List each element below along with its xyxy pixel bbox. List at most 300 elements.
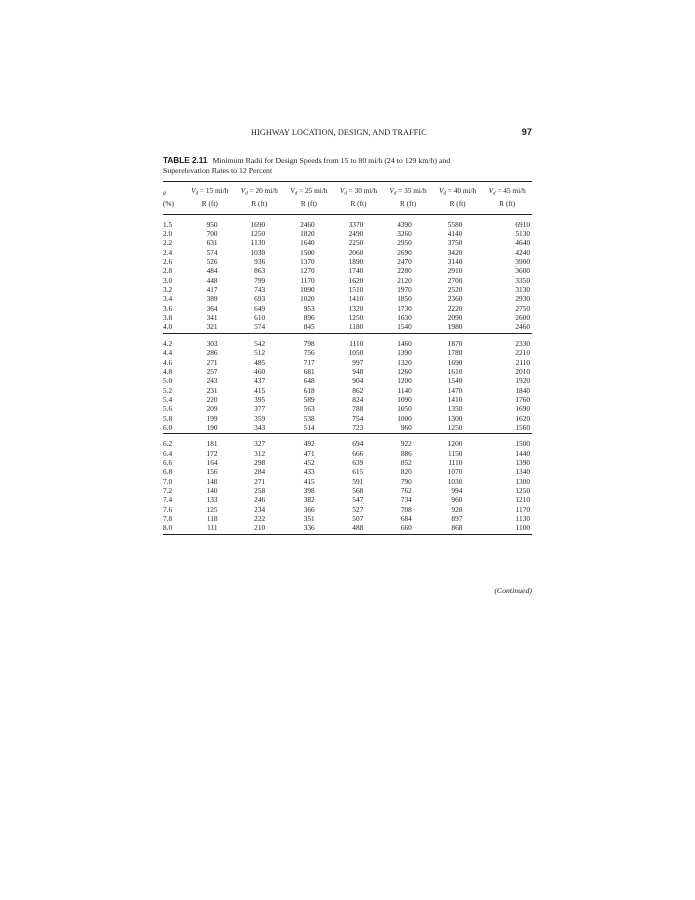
- radius-cell: 936: [254, 257, 266, 267]
- radius-cell: 220: [206, 394, 218, 404]
- superelevation-cell: 7.0: [163, 476, 173, 486]
- radius-cell: 610: [254, 313, 266, 323]
- table-row: [163, 486, 532, 495]
- radius-cell: 3370: [348, 219, 364, 229]
- radius-cell: 2010: [515, 366, 530, 376]
- radius-cell: 648: [303, 376, 315, 386]
- radius-cell: 1890: [348, 257, 364, 267]
- radius-cell: 542: [254, 338, 266, 348]
- radius-cell: 343: [254, 422, 266, 432]
- radius-cell: 1130: [515, 514, 530, 523]
- radius-unit-header-4: R (ft): [350, 199, 367, 209]
- radius-cell: 948: [352, 366, 364, 376]
- radius-cell: 1300: [447, 413, 463, 423]
- radius-cell: 1170: [300, 275, 315, 285]
- radius-cell: 820: [400, 467, 412, 477]
- radius-cell: 2120: [397, 275, 412, 285]
- radius-cell: 485: [254, 357, 266, 367]
- radius-cell: 3420: [447, 247, 463, 257]
- radius-cell: 526: [206, 257, 218, 267]
- radius-cell: 164: [206, 457, 218, 467]
- radius-cell: 1050: [397, 404, 412, 414]
- speed-value: = 40 mi/h: [445, 186, 477, 195]
- radius-cell: 2910: [447, 266, 463, 276]
- radius-cell: 2210: [515, 348, 530, 358]
- e-symbol: e: [163, 187, 167, 197]
- radius-cell: 1560: [515, 422, 530, 432]
- speed-symbol: V: [290, 186, 295, 195]
- superelevation-cell: 5.0: [163, 376, 173, 386]
- radius-cell: 415: [254, 385, 266, 395]
- superelevation-cell: 3.6: [163, 303, 173, 313]
- speed-value: = 20 mi/h: [247, 186, 278, 195]
- superelevation-cell: 2.4: [163, 247, 173, 257]
- table-row: [163, 434, 532, 449]
- superelevation-cell: 4.8: [163, 366, 173, 376]
- radius-cell: 271: [254, 476, 266, 486]
- speed-header-7: [482, 182, 532, 200]
- row-group-1: [163, 214, 532, 333]
- radius-cell: 1500: [515, 439, 530, 449]
- radius-cell: 694: [352, 439, 364, 449]
- radius-cell: 2220: [447, 303, 463, 313]
- radius-cell: 1250: [447, 422, 463, 432]
- superelevation-cell: 2.6: [163, 257, 173, 267]
- radius-cell: 4390: [397, 219, 412, 229]
- superelevation-cell: 3.2: [163, 285, 173, 295]
- table-row: [163, 386, 532, 395]
- radius-cell: 591: [352, 476, 364, 486]
- superelevation-cell: 3.4: [163, 294, 173, 304]
- radius-unit-header-1: R (ft): [201, 199, 218, 209]
- radius-cell: 547: [352, 495, 364, 505]
- radius-cell: 1610: [447, 366, 463, 376]
- radius-cell: 897: [451, 514, 463, 523]
- running-header: [163, 128, 532, 142]
- radius-cell: 327: [254, 439, 266, 449]
- radius-cell: 1110: [448, 457, 463, 467]
- radius-cell: 257: [206, 366, 218, 376]
- radius-cell: 904: [352, 376, 364, 386]
- radius-cell: 433: [303, 467, 315, 477]
- radius-cell: 868: [451, 523, 463, 533]
- radius-cell: 2060: [348, 247, 364, 257]
- table-row: [163, 322, 532, 333]
- radius-cell: 341: [206, 313, 218, 323]
- radius-cell: 111: [207, 523, 218, 533]
- table-number: TABLE 2.11: [163, 156, 208, 165]
- superelevation-cell: 1.5: [163, 219, 173, 229]
- superelevation-cell: 8.0: [163, 523, 173, 533]
- superelevation-cell: 5.2: [163, 385, 173, 395]
- radius-cell: 5130: [515, 229, 530, 239]
- radius-cell: 2930: [515, 294, 530, 304]
- radius-cell: 209: [206, 404, 218, 414]
- radius-cell: 568: [352, 485, 364, 495]
- radius-cell: 700: [206, 229, 218, 239]
- radius-cell: 231: [206, 385, 218, 395]
- radius-cell: 471: [303, 448, 315, 458]
- speed-symbol: V: [191, 186, 196, 195]
- radius-cell: 1460: [397, 338, 412, 348]
- speed-symbol: V: [339, 186, 345, 195]
- radius-cell: 172: [206, 448, 218, 458]
- radius-cell: 1690: [250, 219, 266, 229]
- superelevation-cell: 2.2: [163, 238, 173, 248]
- radius-cell: 359: [254, 413, 266, 423]
- table-row: [163, 495, 532, 504]
- superelevation-cell: 2.8: [163, 266, 173, 276]
- row-group-2: [163, 333, 532, 433]
- table-row: [163, 229, 532, 238]
- table-row: [163, 505, 532, 514]
- radius-cell: 133: [206, 495, 218, 505]
- radius-cell: 1920: [515, 376, 530, 386]
- radius-cell: 1090: [300, 285, 315, 295]
- radius-cell: 660: [400, 523, 412, 533]
- radius-cell: 717: [303, 357, 315, 367]
- table-row: [163, 285, 532, 294]
- radius-cell: 507: [352, 514, 364, 523]
- radius-cell: 484: [206, 266, 218, 276]
- radius-cell: 723: [352, 422, 364, 432]
- radius-cell: 1270: [300, 266, 315, 276]
- radius-cell: 1250: [348, 313, 364, 323]
- radius-cell: 2460: [300, 219, 315, 229]
- radius-cell: 2110: [515, 357, 530, 367]
- radius-cell: 1180: [348, 322, 364, 332]
- radius-cell: 886: [400, 448, 412, 458]
- table-row: [163, 449, 532, 458]
- radius-cell: 3750: [447, 238, 463, 248]
- speed-header-1: [185, 182, 235, 200]
- radius-cell: 140: [206, 485, 218, 495]
- radius-cell: 631: [206, 238, 218, 248]
- radius-cell: 2330: [515, 338, 530, 348]
- radius-cell: 1500: [300, 247, 315, 257]
- radius-cell: 615: [352, 467, 364, 477]
- table-row: [163, 304, 532, 313]
- radius-cell: 845: [303, 322, 315, 332]
- radius-cell: 2520: [447, 285, 463, 295]
- radius-cell: 1760: [515, 394, 530, 404]
- radius-cell: 1850: [397, 294, 412, 304]
- speed-value: = 15 mi/h: [198, 186, 229, 195]
- radius-cell: 2090: [447, 313, 463, 323]
- table-row: [163, 477, 532, 486]
- radius-cell: 2690: [397, 247, 412, 257]
- superelevation-cell: 7.2: [163, 485, 173, 495]
- radius-cell: 1250: [250, 229, 266, 239]
- radius-cell: 118: [206, 514, 218, 523]
- radius-cell: 589: [303, 394, 315, 404]
- radius-cell: 618: [303, 385, 315, 395]
- radius-cell: 1620: [348, 275, 364, 285]
- table-row: [163, 423, 532, 434]
- radius-cell: 1540: [447, 376, 463, 386]
- radius-cell: 181: [206, 439, 218, 449]
- superelevation-cell: 6.8: [163, 467, 173, 477]
- radius-cell: 243: [206, 376, 218, 386]
- superelevation-cell: 4.4: [163, 348, 173, 358]
- radius-cell: 382: [303, 495, 315, 505]
- radius-cell: 284: [254, 467, 266, 477]
- speed-header-3: [284, 182, 334, 200]
- radius-cell: 824: [352, 394, 364, 404]
- radius-cell: 377: [254, 404, 266, 414]
- radius-cell: 5580: [447, 219, 463, 229]
- superelevation-cell: 3.0: [163, 275, 173, 285]
- speed-value: = 45 mi/h: [495, 186, 526, 195]
- radius-cell: 312: [254, 448, 266, 458]
- radius-cell: 790: [400, 476, 412, 486]
- superelevation-cell: 7.8: [163, 514, 173, 523]
- radius-cell: 1030: [447, 476, 463, 486]
- radius-cell: 336: [303, 523, 315, 533]
- table-row: [163, 348, 532, 357]
- radius-cell: 2470: [397, 257, 412, 267]
- radius-cell: 1200: [447, 439, 463, 449]
- radius-cell: 492: [303, 439, 315, 449]
- superelevation-cell: 2.0: [163, 229, 173, 239]
- speed-symbol: V: [488, 186, 494, 195]
- radius-cell: 351: [303, 514, 315, 523]
- page-number: 97: [521, 127, 532, 137]
- radius-cell: 1640: [300, 238, 315, 248]
- radius-cell: 1320: [397, 357, 412, 367]
- radius-cell: 210: [254, 523, 266, 533]
- radius-cell: 756: [303, 348, 315, 358]
- radius-cell: 364: [206, 303, 218, 313]
- radius-cell: 2250: [348, 238, 364, 248]
- radius-unit-header-2: R (ft): [251, 199, 268, 209]
- radius-cell: 896: [303, 313, 315, 323]
- superelevation-cell: 4.6: [163, 357, 173, 367]
- radius-cell: 366: [303, 504, 315, 514]
- radius-cell: 389: [206, 294, 218, 304]
- speed-subscript: d: [344, 191, 347, 197]
- running-title: HIGHWAY LOCATION, DESIGN, AND TRAFFIC: [251, 128, 427, 137]
- radius-cell: 1390: [515, 457, 530, 467]
- speed-subscript: d: [245, 191, 248, 197]
- radius-cell: 1870: [447, 338, 463, 348]
- radius-unit-header-3: R (ft): [300, 199, 317, 209]
- table-row: [163, 367, 532, 376]
- radius-cell: 199: [206, 413, 218, 423]
- table-row: [163, 523, 532, 534]
- radius-cell: 148: [206, 476, 218, 486]
- radius-cell: 2700: [447, 275, 463, 285]
- table-row: [163, 467, 532, 476]
- table-row: [163, 313, 532, 322]
- radius-cell: 743: [254, 285, 266, 295]
- radius-cell: 222: [254, 514, 266, 523]
- superelevation-cell: 5.4: [163, 394, 173, 404]
- radius-cell: 2600: [515, 313, 530, 323]
- radius-cell: 6910: [515, 219, 530, 229]
- radius-cell: 1130: [250, 238, 266, 248]
- speed-header-2: [235, 182, 285, 200]
- table-row: [163, 214, 532, 229]
- radius-cell: 246: [254, 495, 266, 505]
- radius-cell: 1020: [300, 294, 315, 304]
- speed-subscript: d: [443, 191, 446, 197]
- radius-cell: 788: [352, 404, 364, 414]
- radius-cell: 1000: [397, 413, 412, 423]
- radius-cell: 2750: [515, 303, 530, 313]
- table-row: [163, 333, 532, 348]
- radius-cell: 1100: [515, 523, 530, 533]
- table-row: [163, 358, 532, 367]
- radius-cell: 1340: [515, 467, 530, 477]
- radius-cell: 1090: [397, 394, 412, 404]
- radius-unit-header-5: R (ft): [400, 199, 417, 209]
- radius-cell: 928: [451, 504, 463, 514]
- radius-cell: 1260: [397, 366, 412, 376]
- radius-cell: 734: [400, 495, 412, 505]
- radius-cell: 863: [254, 266, 266, 276]
- radius-cell: 1620: [515, 413, 530, 423]
- radius-cell: 693: [254, 294, 266, 304]
- radius-cell: 1970: [397, 285, 412, 295]
- superelevation-cell: 4.0: [163, 322, 173, 332]
- superelevation-cell: 5.8: [163, 413, 173, 423]
- radius-cell: 488: [352, 523, 364, 533]
- speed-header-4: [334, 182, 384, 200]
- radius-cell: 1820: [300, 229, 315, 239]
- radius-cell: 1110: [349, 338, 364, 348]
- radius-cell: 684: [400, 514, 412, 523]
- radius-cell: 1690: [515, 404, 530, 414]
- radius-cell: 960: [400, 422, 412, 432]
- radius-cell: 2460: [515, 322, 530, 332]
- header-row-units: [163, 199, 532, 214]
- radius-cell: 1780: [447, 348, 463, 358]
- radius-cell: 125: [206, 504, 218, 514]
- radius-cell: 922: [400, 439, 412, 449]
- radius-cell: 512: [254, 348, 266, 358]
- radius-cell: 3350: [515, 275, 530, 285]
- radius-cell: 1050: [348, 348, 364, 358]
- radius-cell: 190: [206, 422, 218, 432]
- table-row: [163, 238, 532, 247]
- speed-value: = 25 mi/h: [297, 186, 328, 195]
- table-row: [163, 257, 532, 266]
- table-row: [163, 294, 532, 303]
- radius-cell: 437: [254, 376, 266, 386]
- radius-cell: 1250: [515, 485, 530, 495]
- radius-cell: 395: [254, 394, 266, 404]
- radius-cell: 1740: [348, 266, 364, 276]
- radius-cell: 234: [254, 504, 266, 514]
- radius-cell: 3900: [515, 257, 530, 267]
- radius-cell: 1140: [397, 385, 412, 395]
- speed-value: = 35 mi/h: [396, 186, 427, 195]
- radius-cell: 2280: [397, 266, 412, 276]
- radius-cell: 538: [303, 413, 315, 423]
- radius-cell: 514: [303, 422, 315, 432]
- continued-note: (Continued): [494, 586, 532, 595]
- superelevation-cell: 7.6: [163, 504, 173, 514]
- radius-cell: 1070: [447, 467, 463, 477]
- radius-cell: 666: [352, 448, 364, 458]
- radius-cell: 1690: [447, 357, 463, 367]
- radius-cell: 1440: [515, 448, 530, 458]
- caption-line-1: Minimum Radii for Design Speeds from 15 to 80 mi/h (24 to 129 km/h) and: [212, 156, 451, 165]
- table-row: [163, 404, 532, 413]
- radius-cell: 574: [206, 247, 218, 257]
- radius-cell: 681: [303, 366, 315, 376]
- radius-cell: 3130: [515, 285, 530, 295]
- radius-cell: 286: [206, 348, 218, 358]
- radius-cell: 1370: [300, 257, 315, 267]
- speed-subscript: d: [493, 191, 496, 197]
- row-group-3: [163, 434, 532, 534]
- table-row: [163, 395, 532, 404]
- speed-symbol: V: [438, 186, 444, 195]
- radius-cell: 3600: [515, 266, 530, 276]
- e-unit-header: (%): [163, 199, 174, 209]
- radius-cell: 156: [206, 467, 218, 477]
- radius-cell: 1510: [348, 285, 364, 295]
- radius-cell: 997: [352, 357, 364, 367]
- radius-cell: 994: [451, 485, 463, 495]
- table-row: [163, 276, 532, 285]
- radius-cell: 415: [303, 476, 315, 486]
- speed-subscript: d: [393, 191, 397, 197]
- minimum-radii-table: [163, 181, 532, 535]
- radius-cell: 1350: [447, 404, 463, 414]
- radius-cell: 2360: [447, 294, 463, 304]
- radii-table-container: [163, 181, 532, 535]
- radius-cell: 1540: [397, 322, 412, 332]
- e-column-header: [163, 182, 185, 200]
- radius-cell: 4140: [447, 229, 463, 239]
- radius-cell: 4240: [515, 247, 530, 257]
- speed-subscript: d: [294, 191, 298, 197]
- radius-cell: 708: [400, 504, 412, 514]
- radius-cell: 1730: [397, 303, 412, 313]
- superelevation-cell: 6.4: [163, 448, 173, 458]
- radius-unit-header-7: R (ft): [499, 199, 516, 209]
- speed-symbol: V: [240, 186, 246, 195]
- radius-cell: 1210: [515, 495, 530, 505]
- table-row: [163, 248, 532, 257]
- radius-cell: 639: [352, 457, 364, 467]
- radius-cell: 1410: [447, 394, 463, 404]
- radius-cell: 298: [254, 457, 266, 467]
- radius-cell: 3140: [447, 257, 463, 267]
- radius-cell: 1840: [515, 385, 530, 395]
- radius-cell: 754: [352, 413, 364, 423]
- radius-cell: 1320: [348, 303, 364, 313]
- radius-cell: 527: [352, 504, 364, 514]
- radius-cell: 271: [206, 357, 218, 367]
- radius-cell: 1170: [515, 504, 530, 514]
- radius-cell: 1470: [447, 385, 463, 395]
- table-head: [163, 182, 532, 215]
- radius-cell: 762: [400, 485, 412, 495]
- radius-cell: 563: [303, 404, 315, 414]
- radius-cell: 303: [206, 338, 218, 348]
- radius-cell: 1030: [250, 247, 266, 257]
- speed-symbol: V: [389, 186, 394, 195]
- superelevation-cell: 6.2: [163, 439, 173, 449]
- superelevation-cell: 6.6: [163, 457, 173, 467]
- table-row: [163, 458, 532, 467]
- radius-cell: 452: [303, 457, 315, 467]
- table-row: [163, 376, 532, 385]
